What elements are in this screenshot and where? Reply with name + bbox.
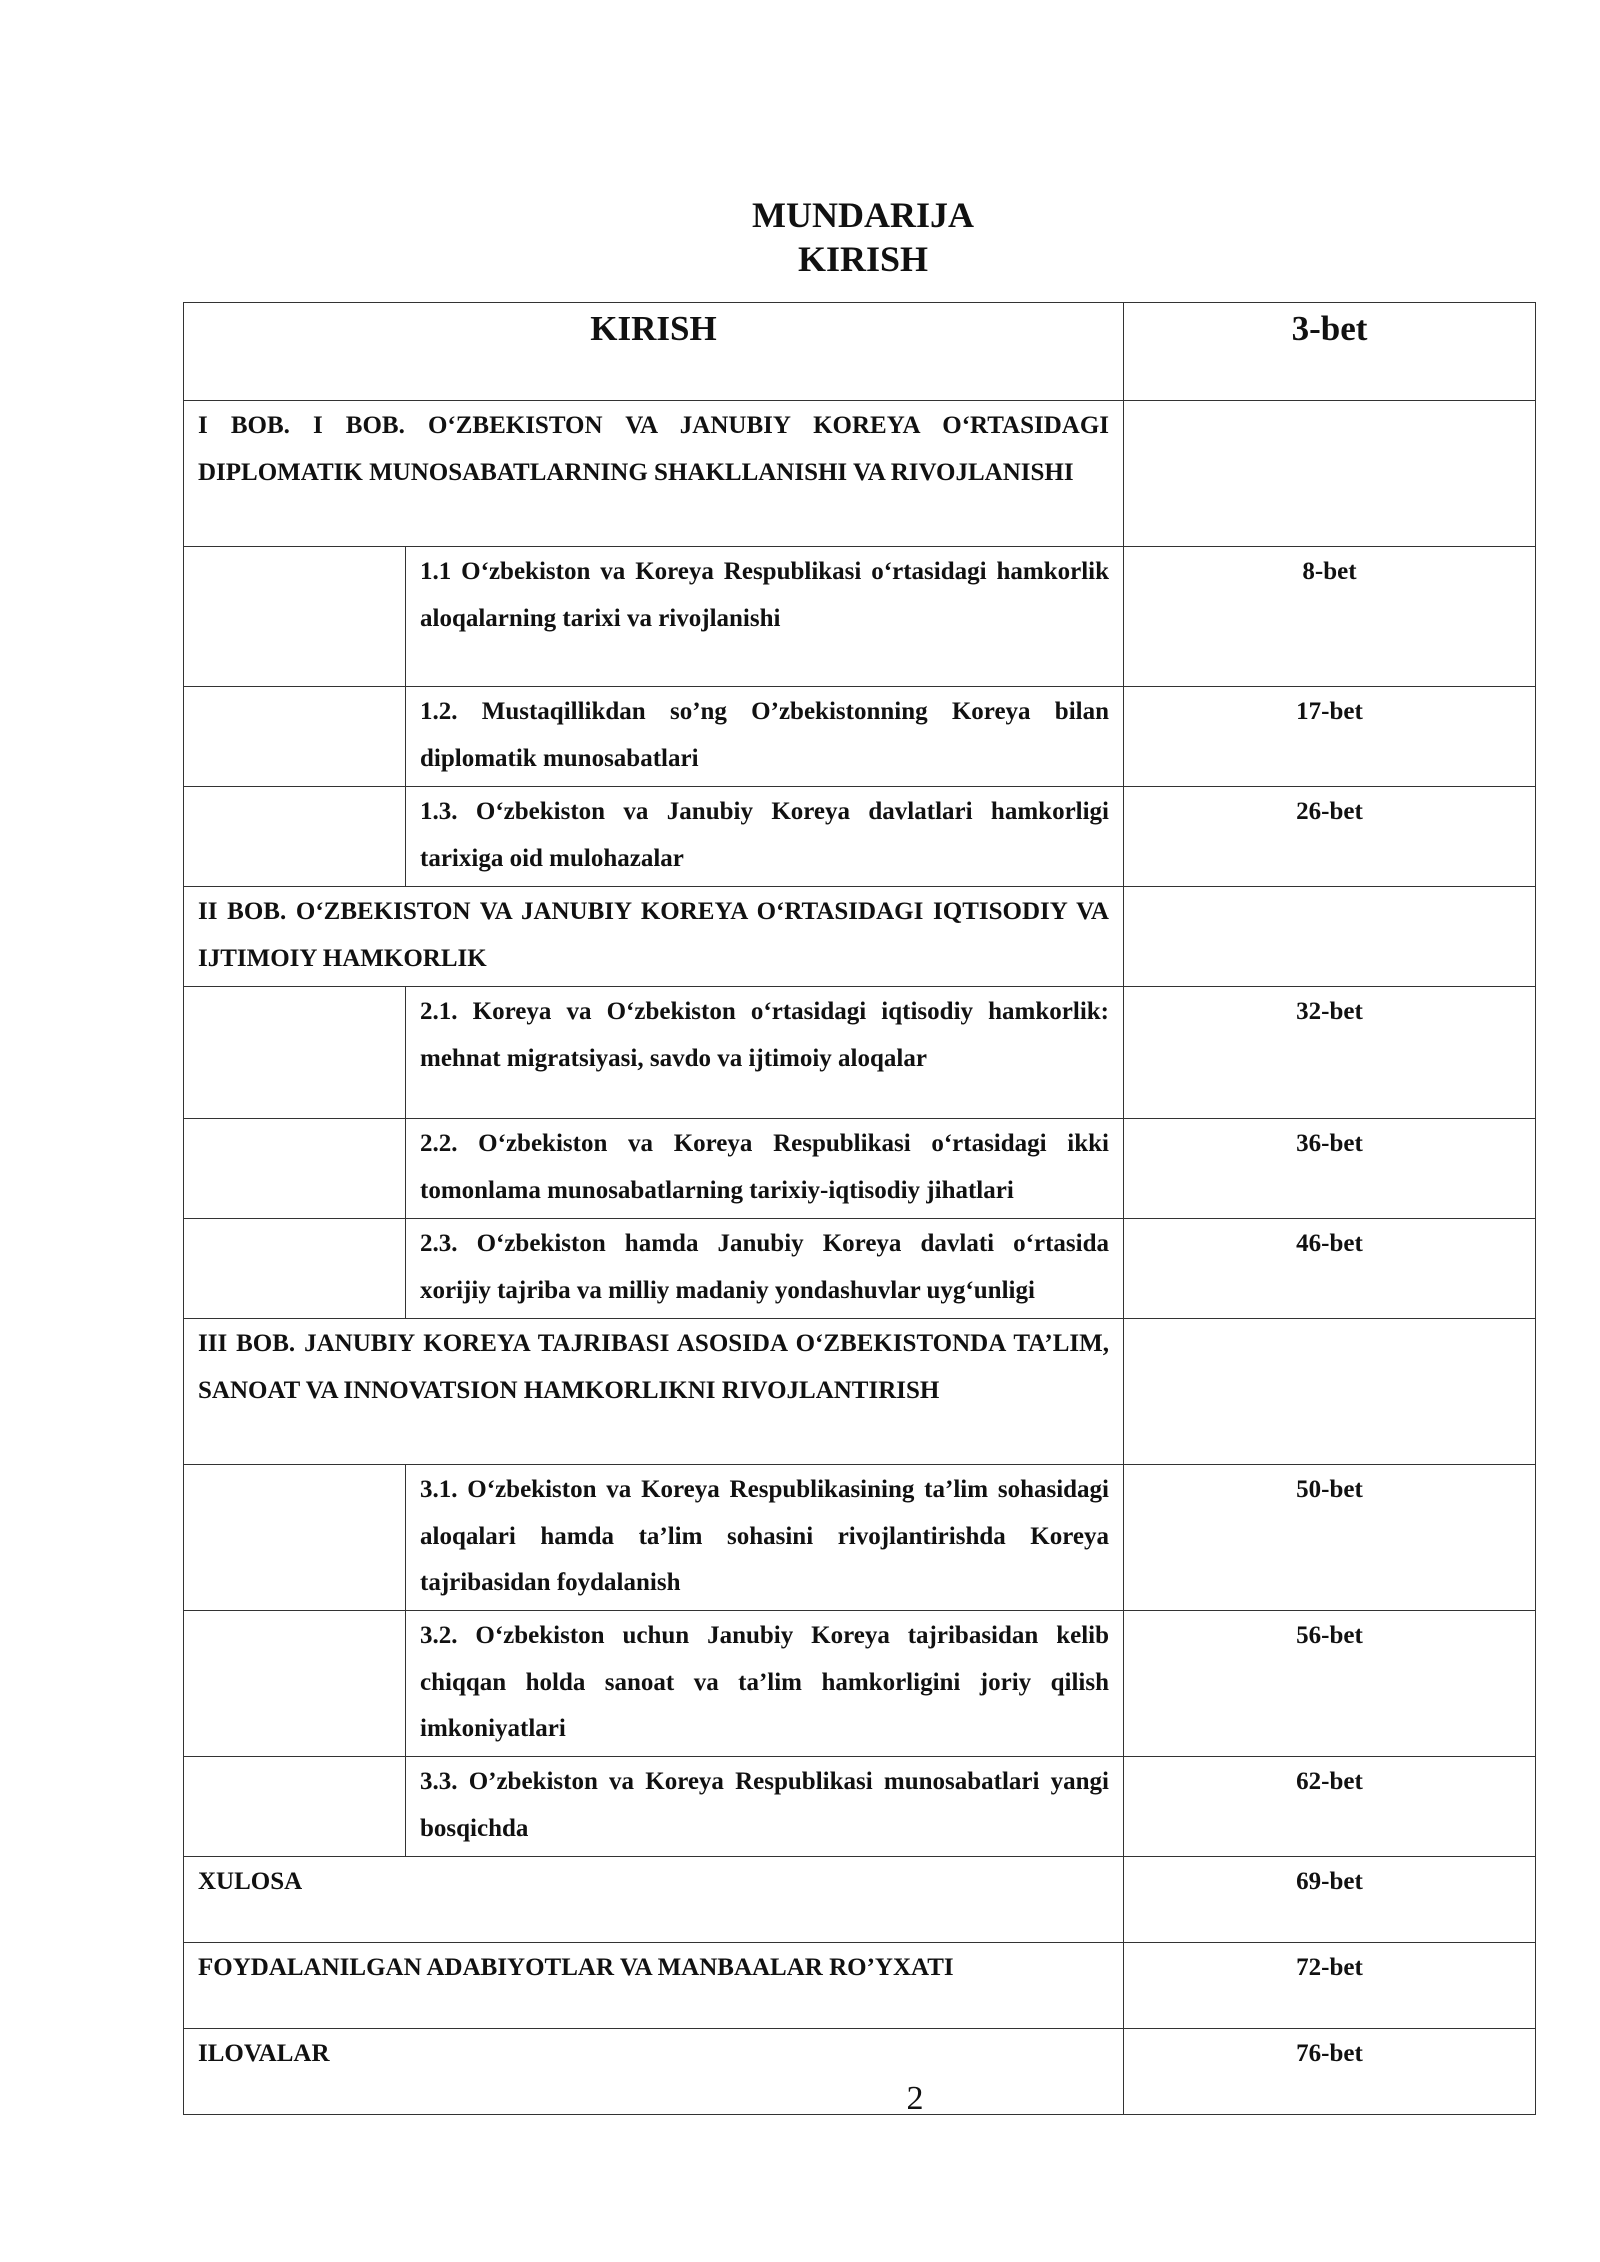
toc-section-title: 2.1. Koreya va O‘zbekiston o‘rtasidagi iqtisodiy hamkorlik: mehnat migratsiyasi, savdo va ijtimoiy aloqalar: [420, 998, 1109, 1072]
toc-chapter-page-cell: [1124, 1319, 1536, 1465]
toc-section-title: 2.3. O‘zbekiston hamda Janubiy Koreya davlati o‘rtasida xorijiy tajriba va milliy madaniy yondashuvlar uyg‘unligi: [420, 1230, 1109, 1304]
toc-section-title: 1.2. Mustaqillikdan so’ng O’zbekistonning Koreya bilan diplomatik munosabatlari: [420, 698, 1109, 772]
toc-section-page: 36-bet: [1296, 1130, 1363, 1157]
toc-section-page: 46-bet: [1296, 1230, 1363, 1257]
toc-chapter-page: [1124, 887, 1535, 889]
toc-section-indent-cell: [184, 1757, 406, 1857]
toc-section-title: 3.3. O’zbekiston va Koreya Respublikasi munosabatlari yangi bosqichda: [420, 1768, 1109, 1842]
toc-section-page: 56-bet: [1296, 1622, 1363, 1649]
toc-section-row: [184, 987, 1536, 1119]
toc-head-page: 3-bet: [1291, 309, 1368, 348]
toc-chapter-page-cell: [1124, 401, 1536, 547]
toc-section-title-cell: [406, 1119, 1124, 1219]
toc-section-page: 26-bet: [1296, 798, 1363, 825]
toc-closing-page: 72-bet: [1296, 1954, 1363, 1981]
toc-chapter-title-cell: [184, 401, 1124, 547]
toc-section-page-cell: [1124, 987, 1536, 1119]
toc-section-title-cell: [406, 547, 1124, 687]
toc-closing-row: [184, 1857, 1536, 1943]
toc-closing-page: 76-bet: [1296, 2040, 1363, 2067]
toc-section-title-cell: [406, 787, 1124, 887]
toc-closing-page: 69-bet: [1296, 1868, 1363, 1895]
toc-head-page-cell: [1124, 303, 1536, 401]
toc-chapter-title-cell: [184, 887, 1124, 987]
toc-section-row: [184, 547, 1536, 687]
toc-section-row: [184, 1119, 1536, 1219]
toc-section-page-cell: [1124, 547, 1536, 687]
toc-section-page-cell: [1124, 687, 1536, 787]
toc-chapter-title: II BOB. O‘ZBEKISTON VA JANUBIY KOREYA O‘RTASIDAGI IQTISODIY VA IJTIMOIY HAMKORLIK: [198, 898, 1109, 972]
toc-closing-row: [184, 1943, 1536, 2029]
toc-section-row: [184, 687, 1536, 787]
toc-head-row: [184, 303, 1536, 401]
toc-section-indent-cell: [184, 547, 406, 687]
toc-section-page-cell: [1124, 1219, 1536, 1319]
toc-section-title-cell: [406, 1465, 1124, 1611]
toc-closing-title-cell: [184, 1943, 1124, 2029]
toc-closing-title: FOYDALANILGAN ADABIYOTLAR VA MANBAALAR RO’YXATI: [198, 1954, 954, 1981]
toc-section-title-cell: [406, 687, 1124, 787]
toc-section-page: 50-bet: [1296, 1476, 1363, 1503]
toc-section-title-cell: [406, 1757, 1124, 1857]
toc-section-row: [184, 1219, 1536, 1319]
toc-section-page-cell: [1124, 1465, 1536, 1611]
toc-section-row: [184, 1465, 1536, 1611]
toc-closing-page-cell: [1124, 1943, 1536, 2029]
toc-section-page: 8-bet: [1302, 558, 1357, 585]
toc-section-row: [184, 1757, 1536, 1857]
toc-section-page-cell: [1124, 1757, 1536, 1857]
toc-section-page: 62-bet: [1296, 1768, 1363, 1795]
toc-section-title: 1.3. O‘zbekiston va Janubiy Koreya davlatlari hamkorligi tarixiga oid mulohazalar: [420, 798, 1109, 872]
toc-section-indent-cell: [184, 787, 406, 887]
toc-section-indent-cell: [184, 1219, 406, 1319]
toc-section-page-cell: [1124, 1611, 1536, 1757]
toc-chapter-row: [184, 887, 1536, 987]
toc-chapter-title: I BOB. I BOB. O‘ZBEKISTON VA JANUBIY KOREYA O‘RTASIDAGI DIPLOMATIK MUNOSABATLARNING SHAKLLANISHI VA RIVOJLANISHI: [198, 412, 1109, 486]
toc-section-title-cell: [406, 987, 1124, 1119]
toc-chapter-page: [1124, 1319, 1535, 1321]
table-of-contents: [183, 302, 1536, 2115]
toc-section-title: 2.2. O‘zbekiston va Koreya Respublikasi o‘rtasidagi ikki tomonlama munosabatlarning tarixiy-iqtisodiy jihatlari: [420, 1130, 1109, 1204]
toc-closing-title-cell: [184, 1857, 1124, 1943]
toc-chapter-title: III BOB. JANUBIY KOREYA TAJRIBASI ASOSIDA O‘ZBEKISTONDA TA’LIM, SANOAT VA INNOVATSION HAMKORLIKNI RIVOJLANTIRISH: [198, 1330, 1109, 1404]
toc-section-title: 3.2. O‘zbekiston uchun Janubiy Koreya tajribasidan kelib chiqqan holda sanoat va ta’lim hamkorligini joriy qilish imkoniyatlari: [420, 1622, 1109, 1742]
toc-section-indent-cell: [184, 987, 406, 1119]
toc-section-page-cell: [1124, 787, 1536, 887]
toc-head-label: KIRISH: [590, 309, 717, 348]
page-subtitle: KIRISH: [797, 239, 929, 279]
toc-head-label-cell: [184, 303, 1124, 401]
toc-section-page: 32-bet: [1296, 998, 1363, 1025]
toc-section-title-cell: [406, 1611, 1124, 1757]
toc-chapter-row: [184, 1319, 1536, 1465]
toc-chapter-page: [1124, 401, 1535, 403]
toc-closing-page-cell: [1124, 1857, 1536, 1943]
toc-section-title: 3.1. O‘zbekiston va Koreya Respublikasining ta’lim sohasidagi aloqalari hamda ta’lim sohasini rivojlantirishda Koreya tajribasidan foydalanish: [420, 1476, 1109, 1596]
toc-section-title: 1.1 O‘zbekiston va Koreya Respublikasi o‘rtasidagi hamkorlik aloqalarning tarixi va rivojlanishi: [420, 558, 1109, 632]
toc-chapter-row: [184, 401, 1536, 547]
toc-closing-title: ILOVALAR: [198, 2040, 330, 2067]
page-number: 2: [906, 2080, 924, 2117]
toc-section-indent-cell: [184, 1119, 406, 1219]
toc-chapter-page-cell: [1124, 887, 1536, 987]
toc-section-indent-cell: [184, 1465, 406, 1611]
toc-section-row: [184, 787, 1536, 887]
toc-section-indent-cell: [184, 687, 406, 787]
toc-closing-title: XULOSA: [198, 1868, 303, 1895]
toc-section-title-cell: [406, 1219, 1124, 1319]
toc-section-page: 17-bet: [1296, 698, 1363, 725]
page-title: MUNDARIJA: [752, 195, 974, 235]
toc-chapter-title-cell: [184, 1319, 1124, 1465]
toc-section-page-cell: [1124, 1119, 1536, 1219]
toc-section-indent-cell: [184, 1611, 406, 1757]
toc-section-row: [184, 1611, 1536, 1757]
